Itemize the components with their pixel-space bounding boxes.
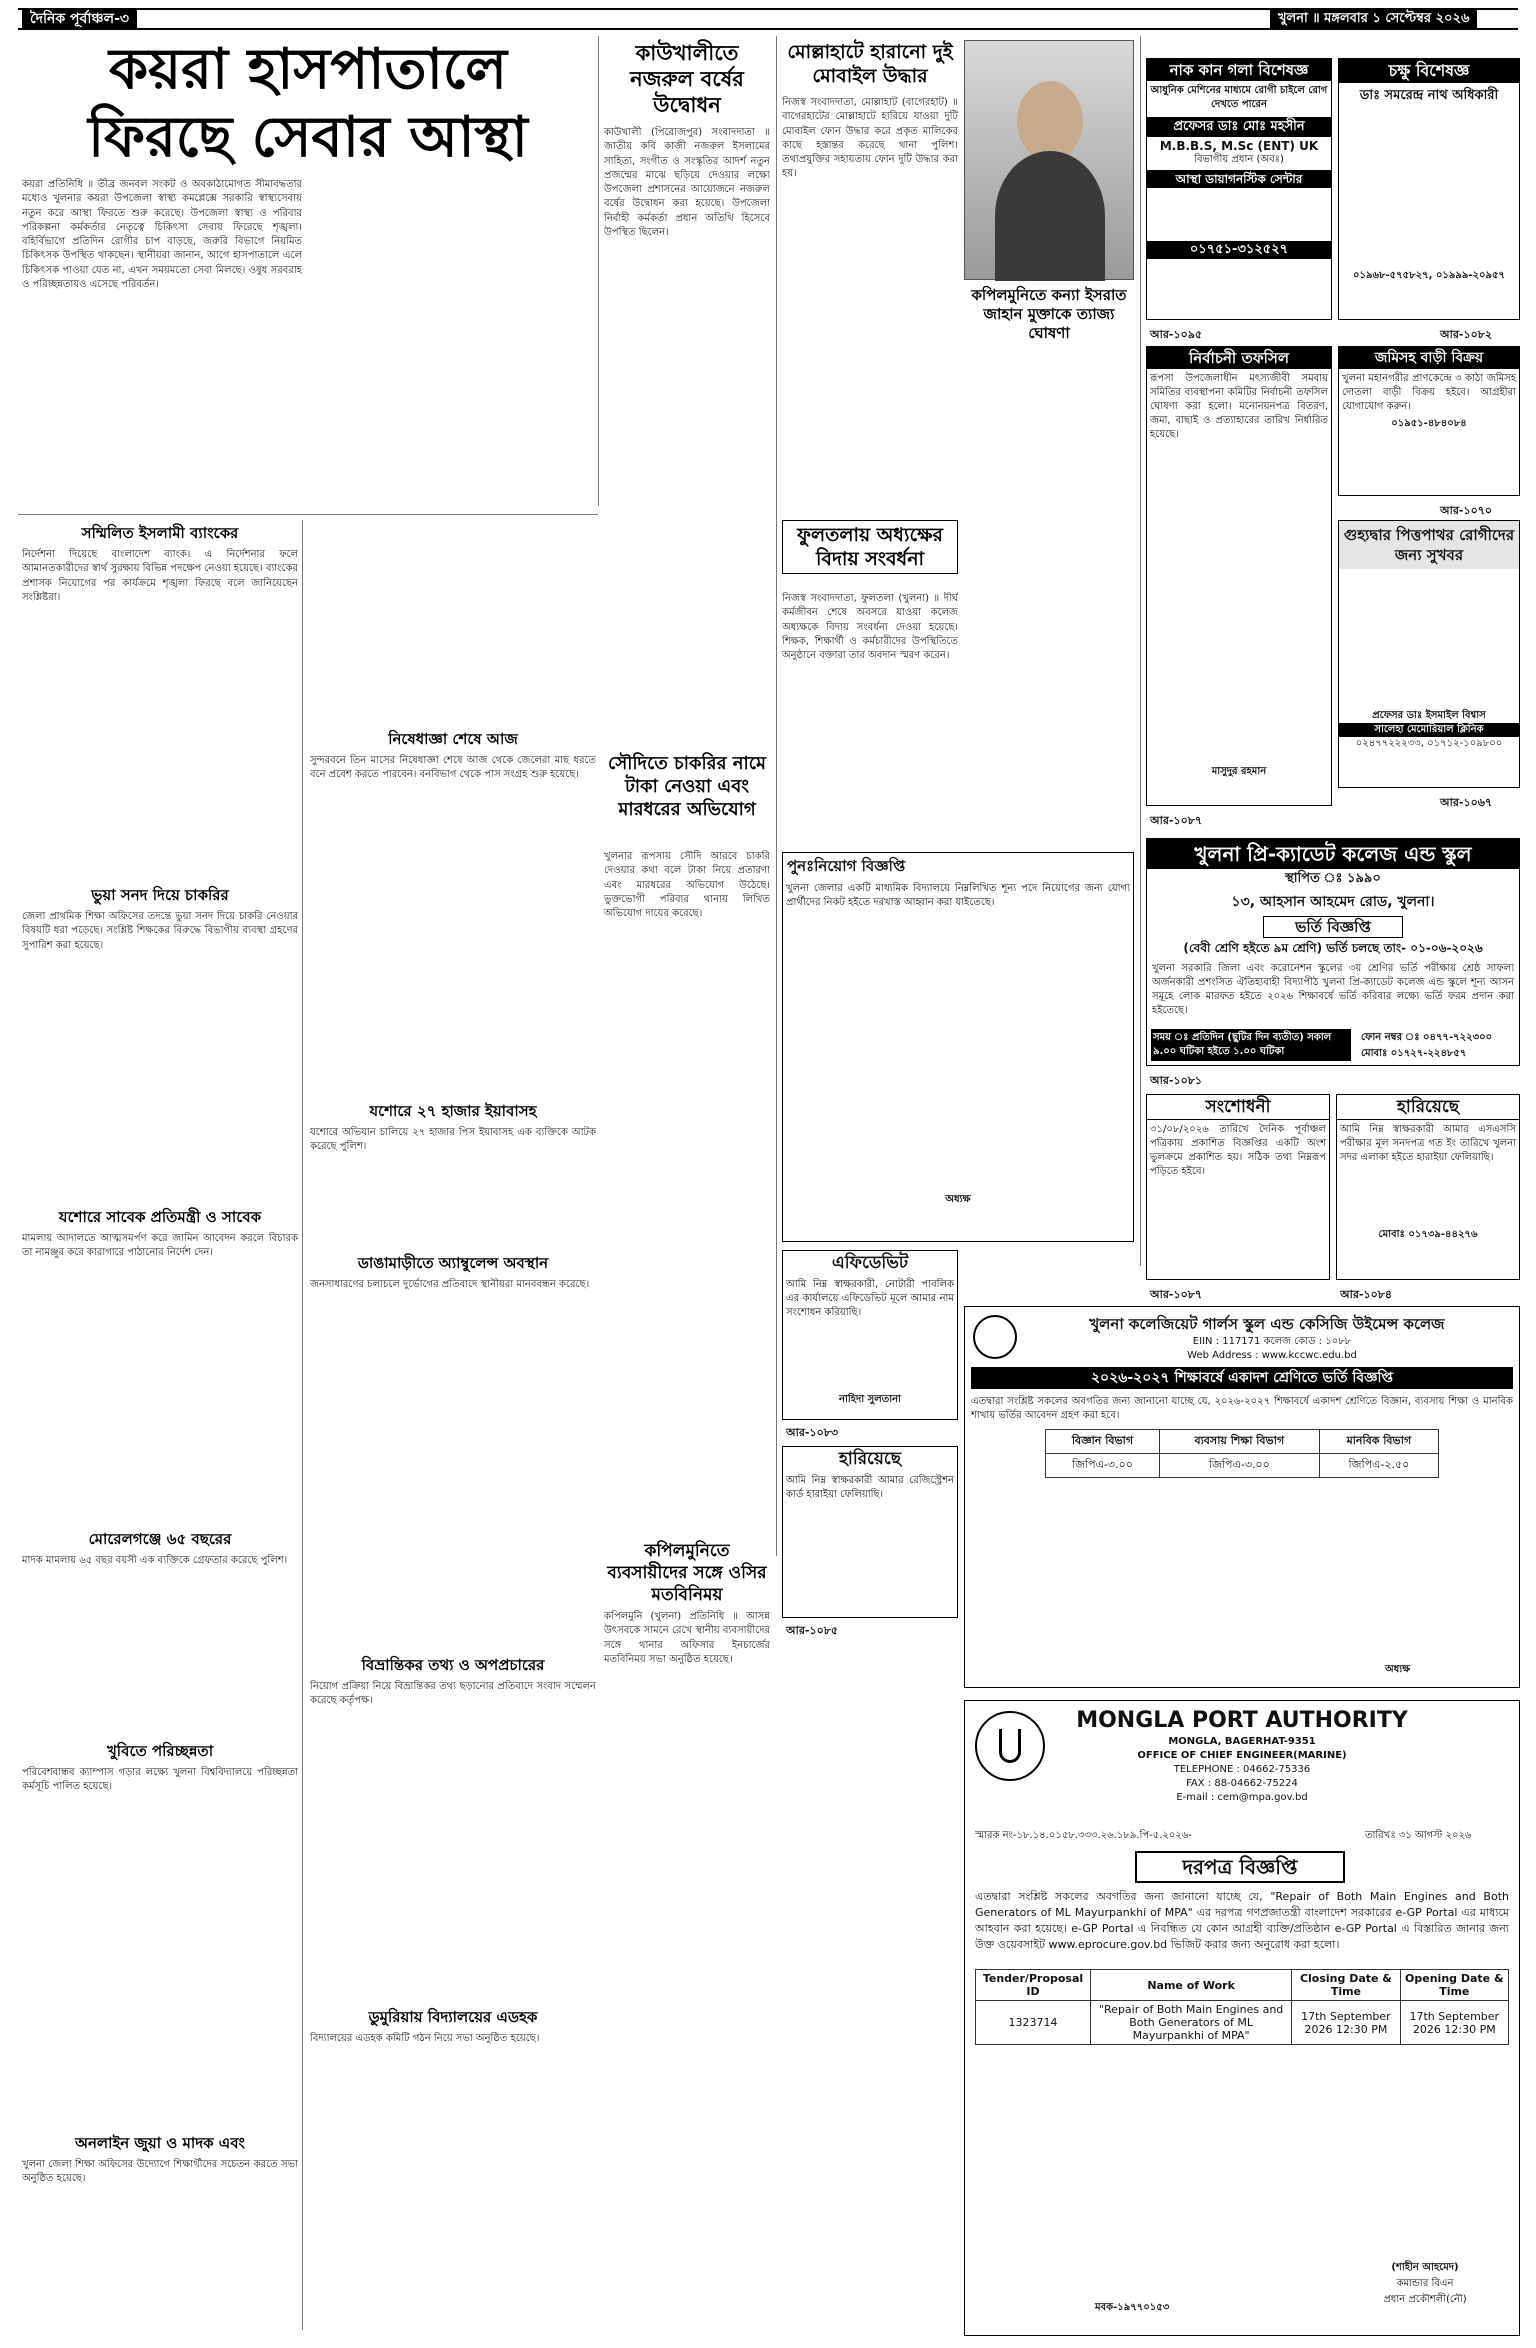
kaukhali-body: কাউখালী (পিরোজপুর) সংবাদদাতা ॥ জাতীয় কবি কাজী নজরুল ইসলামের সাহিত্য, সংগীত ও সংস্কৃতির আদর্শ নতুন প্রজন্মের মাঝে ছড়িয়ে দেওয়ার লক্ষ্যে উপজেলা প্রশাসনের আয়োজনে নজরুল বর্ষের উদ্বোধন করা হয়েছে। উপজেলা নির্বাহী কর্মকর্তা প্রধান অতিথি হিসেবে উপস্থিত ছিলেন। [604, 127, 770, 239]
ent-post: বিভাগীয় প্রধান (অবঃ) [1194, 154, 1284, 165]
col2-top [310, 522, 596, 722]
mpa-th: Tender/Proposal ID [976, 1970, 1091, 2001]
mpa-sign-rank: কমান্ডার বিএন [1396, 2278, 1454, 2289]
mpa-title: MONGLA PORT AUTHORITY [1076, 1708, 1408, 1733]
anchor-icon [999, 1729, 1021, 1763]
portrait-face [1017, 81, 1083, 161]
mpa-memo: স্মারক নং-১৮.১৪.০১৫৮.৩৩৩.২৬.১৮৯.পি-৫.২০২৬- [975, 1830, 1193, 1841]
lost2-body: আমি নিম্ন স্বাক্ষরকারী আমার রেজিস্ট্রেশন কার্ড হারাইয়া ফেলিয়াছি। [786, 1475, 954, 1500]
affidavit-title: এফিডেভিট [831, 1253, 909, 1273]
mpa-text: এতদ্বারা সংশ্লিষ্ট সকলের অবগতির জন্য জানানো যাচ্ছে যে, "Repair of Both Main Engines and Both Generators of ML Mayurpankhi of MPA" এর দরপত্র গণপ্রজাতন্ত্রী বাংলাদেশ সরকারের e-GP Portal এর মাধ্যমে আহবান করা হয়েছে। e-GP Portal এ নিবন্ধিত যে কোন আগ্রহী ব্যক্তি/প্রতিষ্ঠান e-GP Portal এ বিস্তারিত জানার জন্য উক্ত ওয়েবসাইট www.eprocure.gov.bd ভিজিট করার জন্য অনুরোধ করা হলো। [975, 1890, 1509, 1951]
ent-degree: M.B.B.S, M.Sc (ENT) UK [1159, 139, 1319, 153]
misinfo-body: নিয়োগ প্রক্রিয়া নিয়ে বিভ্রান্তিকর তথ্য ছড়ানোর প্রতিবাদে সংবাদ সম্মেলন করেছে কর্তৃপক্ষ। [310, 1681, 596, 1707]
eye-doctor: ডাঃ সমরেন্দ্র নাথ অধিকারী [1359, 88, 1499, 103]
misinfo-headline: বিভ্রান্তিকর তথ্য ও অপপ্রচারের [361, 1656, 545, 1674]
reappoint-title: পুনঃনিয়োগ বিজ্ঞপ্তি [787, 857, 906, 875]
gambling-body: খুলনা জেলা শিক্ষা অফিসের উদ্যোগে শিক্ষার্থীদের সচেতন করতে সভা অনুষ্ঠিত হয়েছে। [22, 2159, 298, 2185]
protest-headline: ডাঙামাড়ীতে অ্যাম্বুলেন্স অবস্থান [357, 1254, 549, 1272]
mpa-fax: FAX : 88-04662-75224 [1186, 1778, 1298, 1789]
page-label: দৈনিক পূর্বাঞ্চল-৩ [22, 10, 137, 28]
ent-sub: আধুনিক মেশিনের মাধ্যমে রোগী চাইলে রোগ দেখতে পারেন [1150, 85, 1328, 110]
piles-clinic: সালেহা মেমোরিয়াল ক্লিনিক [1339, 723, 1519, 737]
election-ad [1146, 346, 1332, 806]
ent-doctor: প্রফেসর ডাঃ মোঃ মহসীন [1147, 117, 1331, 137]
mobile-headline: মোল্লাহাটে হারানো দুই মোবাইল উদ্ধার [787, 41, 953, 87]
mpa-table-wrap [975, 1969, 1509, 2045]
kcgs-title: খুলনা কলেজিয়েট গার্লস স্কুল এন্ড কেসিজি উইমেন্স কলেজ [1089, 1315, 1445, 1333]
kcgs-sub: ২০২৬-২০২৭ শিক্ষাবর্ষে একাদশ শ্রেণিতে ভর্তি বিজ্ঞপ্তি [971, 1367, 1513, 1389]
jashore-body: মামলায় আদালতে আত্মসমর্পণ করে জামিন আবেদন করলে বিচারক তা নামঞ্জুর করে কারাগারে পাঠানোর নির্দেশ দেন। [22, 1233, 298, 1259]
kaukhali-headline: কাউখালীতে নজরুল বর্ষের উদ্বোধন [630, 41, 744, 117]
cadet-phone: ফোন নম্বর ঃ ০৪৭৭-৭২২৩০০ [1361, 1032, 1493, 1043]
kcgs-rules [965, 1482, 1519, 1592]
kuet-headline: খুবিতে পরিচ্ছন্নতা [106, 1742, 214, 1760]
fakecert-headline: ভুয়া সনদ দিয়ে চাকরির [91, 886, 229, 904]
ent-ad [1146, 58, 1332, 320]
saudi-headline: সৌদিতে চাকরির নামে টাকা নেওয়া এবং মারধরের অভিযোগ [608, 753, 766, 820]
mpa-td: 1323714 [976, 2001, 1091, 2045]
correction-code: আর-১০৮৭ [1150, 1288, 1203, 1301]
piles-ad [1338, 520, 1520, 788]
lost2-code: আর-১০৮৫ [786, 1624, 839, 1637]
correction-title: সংশোধনী [1147, 1095, 1329, 1120]
protest-body: জনসাধারণের চলাচলে দুর্ভোগের প্রতিবাদে স্থানীয়রা মানববন্ধন করেছে। [310, 1279, 590, 1290]
kcgs-web: Web Address : www.kccwc.edu.bd [1187, 1350, 1357, 1361]
cadet-notice: ভর্তি বিজ্ঞপ্তি [1263, 916, 1403, 938]
piles-doctor: প্রফেসর ডাঃ ইসমাইল বিশ্বাস [1372, 710, 1486, 721]
mobile-body: নিজস্ব সংবাদদাতা, মোল্লাহাট (বাগেরহাট) ॥ বাগেরহাটের মোল্লাহাটে হারিয়ে যাওয়া দুটি মোবাইল ফোন উদ্ধার করে প্রকৃত মালিকের কাছে হস্তান্তর করেছে থানা পুলিশ। তথ্যপ্রযুক্তির সহায়তায় ফোন দুটি উদ্ধার করা হয়। [782, 97, 958, 180]
cadet-mobile: মোবাঃ ০১৭২৭-২২৪৮৫৭ [1361, 1048, 1467, 1059]
kcgs-eiin: EIIN : 117171 কলেজ কোড : ১০৮৮ [1192, 1336, 1352, 1347]
girl-body [964, 330, 1134, 800]
kcgs-td: জিপিএ-২.৫০ [1319, 1454, 1438, 1478]
portrait-photo [964, 40, 1134, 280]
date-line: খুলনা ॥ মঙ্গলবার ১ সেপ্টেম্বর ২০২৬ [1270, 10, 1477, 28]
land-title: জমিসহ বাড়ী বিক্রয় [1339, 347, 1519, 369]
cadet-hours: সময় ঃ প্রতিদিন (ছুটির দিন ব্যতীত) সকাল ৯.০০ ঘটিকা হইতে ১.০০ ঘটিকা [1151, 1029, 1351, 1061]
land-phone: ০১৯৫১-৪৮৪০৮৪ [1391, 418, 1467, 429]
lost-ad [1336, 1094, 1520, 1280]
saudi-body: খুলনার রূপসায় সৌদি আরবে চাকরি দেওয়ার কথা বলে টাকা নিয়ে প্রতারণা এবং মারধরের অভিযোগ উঠেছে। ভুক্তভোগী পরিবার থানায় লিখিত অভিযোগ দায়ের করেছে। [604, 851, 770, 920]
lead-headline-1: কয়রা হাসপাতালে [108, 36, 508, 102]
eye-code: আর-১০৮২ [1440, 328, 1493, 341]
reappoint-sign: অধ্যক্ষ [945, 1194, 971, 1205]
eye-ad [1338, 58, 1520, 320]
kcgs-td: জিপিএ-৩.০০ [1046, 1454, 1160, 1478]
land-code: আর-১০৭০ [1440, 504, 1493, 517]
land-ad [1338, 346, 1520, 496]
election-body: রূপসা উপজেলাধীন মৎস্যজীবী সমবায় সমিতির ব্যবস্থাপনা কমিটির নির্বাচনী তফসিল ঘোষণা করা হলো। মনোনয়নপত্র বিতরণ, জমা, বাছাই ও প্রত্যাহারের তারিখ নির্ধারিত হয়েছে। [1150, 373, 1328, 440]
affidavit-ad [782, 1250, 958, 1420]
lost2-rest [783, 1505, 957, 1595]
mpa-email: E-mail : cem@mpa.gov.bd [1176, 1792, 1308, 1803]
lead-body-cont [310, 178, 590, 508]
kapil-meeting-body: কপিলমুনি (খুলনা) প্রতিনিধি ॥ আসন্ন উৎসবকে সামনে রেখে স্থানীয় ব্যবসায়ীদের সঙ্গে থানার অফিসার ইনচার্জের মতবিনিময় সভা অনুষ্ঠিত হয়েছে। [604, 1611, 770, 1665]
kcgs-table-wrap [965, 1425, 1519, 1482]
cadet-estd: স্থাপিত ঃ ১৯৯০ [1285, 871, 1381, 886]
kcgs-ad [964, 1306, 1520, 1688]
mpa-table [975, 1969, 1509, 2045]
photo-caption: কপিলমুনিতে কন্যা ইসরাত জাহান মুক্তাকে ত্যাজ্য ঘোষণা [971, 286, 1127, 342]
eye-body [1339, 109, 1519, 269]
ent-code: আর-১০৯৫ [1150, 328, 1203, 341]
eye-title: চক্ষু বিশেষজ্ঞ [1339, 59, 1519, 83]
mpa-td: 17th September 2026 12:30 PM [1292, 2001, 1400, 2045]
election-code: আর-১০৮৭ [1150, 814, 1203, 827]
cadet-title: খুলনা প্রি-ক্যাডেট কলেজ এন্ড স্কুল [1147, 839, 1519, 869]
affidavit-sign: নাহিদা সুলতানা [839, 1394, 901, 1405]
kcgs-th: ব্যবসায় শিক্ষা বিভাগ [1159, 1430, 1319, 1454]
affidavit-code: আর-১০৮৩ [786, 1426, 839, 1439]
lost-title: হারিয়েছে [1337, 1095, 1519, 1120]
lost-rest [1337, 1168, 1519, 1228]
mpa-date: তারিখঃ ৩১ আগস্ট ২০২৬ [1365, 1830, 1472, 1841]
col5-lower [782, 1650, 958, 2330]
ent-address [1147, 191, 1331, 241]
election-title: নির্বাচনী তফসিল [1147, 347, 1331, 369]
piles-body [1339, 569, 1519, 709]
kcgs-body: এতদ্বারা সংশ্লিষ্ট সকলের অবগতির জন্য জানানো যাচ্ছে যে, ২০২৬-২০২৭ শিক্ষাবর্ষে একাদশ শ্রেণিতে বিজ্ঞান, ব্যবসায় শিক্ষা ও মানবিক শাখায় ভর্তির আবেদন গ্রহণ করা হবে। [971, 1396, 1513, 1421]
eye-phone: ০১৯৬৮-৫৭৫৮২৭, ০১৯৯৯-২০৯৫৭ [1353, 270, 1505, 281]
affidavit-body: আমি নিম্ন স্বাক্ষরকারী, নোটারী পাবলিক এর কার্যালয়ে এফিডেভিট মূলে আমার নাম সংশোধন করিয়াছি। [786, 1279, 954, 1318]
kcgs-th: বিজ্ঞান বিভাগ [1046, 1430, 1160, 1454]
mpa-sign-name: (শাহীন আহমেদ) [1391, 2262, 1459, 2273]
reappoint-ad [782, 852, 1134, 1242]
cadet-ad [1146, 838, 1520, 1066]
islami-headline: সম্মিলিত ইসলামী ব্যাংকের [81, 524, 239, 542]
portrait-scarf [995, 151, 1105, 281]
kcgs-th: মানবিক বিভাগ [1319, 1430, 1438, 1454]
mpa-office: OFFICE OF CHIEF ENGINEER(MARINE) [1137, 1750, 1347, 1761]
affidavit-rest [783, 1323, 957, 1393]
kcgs-td: জিপিএ-৩.০০ [1159, 1454, 1319, 1478]
ent-phone: ০১৭৫১-৩১২৫২৭ [1147, 241, 1331, 259]
morelganj-body: মাদক মামলায় ৬৫ বছর বয়সী এক ব্যক্তিকে গ্রেফতার করেছে পুলিশ। [22, 1555, 288, 1566]
mpa-th: Opening Date & Time [1400, 1970, 1508, 2001]
kcgs-logo [973, 1315, 1017, 1359]
ent-center: আস্থা ডায়াগনস্টিক সেন্টার [1147, 170, 1331, 188]
kuet-body: পরিবেশবান্ধব ক্যাম্পাস গড়ার লক্ষ্যে খুলনা বিশ্ববিদ্যালয়ে পরিচ্ছন্নতা কর্মসূচি পালিত হয়েছে। [22, 1767, 298, 1793]
fakecert-body: জেলা প্রাথমিক শিক্ষা অফিসের তদন্তে ভুয়া সনদ দিয়ে চাকরি নেওয়ার বিষয়টি ধরা পড়েছে। সংশ্লিষ্ট শিক্ষকের বিরুদ্ধে বিভাগীয় ব্যবস্থা গ্রহণের সুপারিশ করা হয়েছে। [22, 911, 298, 951]
mpa-th: Closing Date & Time [1292, 1970, 1400, 2001]
lost2-ad [782, 1446, 958, 1618]
lost-phone: মোবাঃ ০১৭৩৯-৪৪২৭৬ [1378, 1229, 1478, 1240]
jashore27-body: যশোরে অভিযান চালিয়ে ২৭ হাজার পিস ইয়াবাসহ এক ব্যক্তিকে আটক করেছে পুলিশ। [310, 1127, 596, 1153]
cadet-code: আর-১০৮১ [1150, 1074, 1203, 1087]
lead-headline-2: ফিরছে সেবার আস্থা [88, 104, 528, 170]
cadet-body: (বেবী শ্রেণি হইতে ৯ম শ্রেণি) ভর্তি চলছে তাং- ০১-০৬-২০২৬ [1183, 941, 1483, 955]
lost2-title: হারিয়েছে [838, 1449, 902, 1469]
kcgs-table [1045, 1429, 1439, 1478]
prohibition-body: সুন্দরবনে তিন মাসের নিষেধাজ্ঞা শেষে আজ থেকে জেলেরা মাছ ধরতে বনে প্রবেশ করতে পারবেন। বনবিভাগ থেকে পাস সংগ্রহ শুরু হয়েছে। [310, 755, 596, 781]
cadet-addr: ১৩, আহসান আহমেদ রোড, খুলনা। [1231, 894, 1435, 910]
mpa-code: মবক-১৯৭৭০১৫৩ [1095, 2302, 1170, 2313]
islami-body: নির্দেশনা দিয়েছে বাংলাদেশ ব্যাংক। এ নির্দেশনার ফলে আমানতকারীদের স্বার্থ সুরক্ষায় বিভিন্ন পদক্ষেপ নেওয়া হয়েছে। ব্যাংকের প্রশাসক নিয়োগের পর কার্যক্রমে শৃঙ্খলা ফিরছে বলে জানিয়েছেন সংশ্লিষ্টরা। [22, 549, 298, 603]
fultala-headline: ফুলতলায় অধ্যক্ষের বিদায় সংবর্ধনা [782, 520, 958, 574]
lost-code: আর-১০৮৪ [1340, 1288, 1393, 1301]
correction-body: ৩১/০৮/২০২৬ তারিখে দৈনিক পূর্বাঞ্চল পত্রিকায় প্রকাশিত বিজ্ঞপ্তির একটি অংশ ভুলক্রমে প্রকাশিত হয়। সঠিক তথ্য নিম্নরূপ পড়িতে হইবে। [1150, 1124, 1326, 1177]
mpa-sign-post: প্রধান প্রকৌশলী(নৌ) [1383, 2294, 1467, 2305]
dumuria-body: বিদ্যালয়ের এডহক কমিটি গঠন নিয়ে সভা অনুষ্ঠিত হয়েছে। [310, 2033, 540, 2044]
piles-code: আর-১০৬৭ [1440, 796, 1493, 809]
piles-phone: ০২৪৭৭২২২৩৩, ০১৭১২-১০৯৮০০ [1355, 738, 1503, 749]
ent-title: নাক কান গলা বিশেষজ্ঞ [1147, 59, 1331, 81]
reappoint-body: খুলনা জেলার একটি মাধ্যমিক বিদ্যালয়ে নিম্নলিখিত শূন্য পদে নিয়োগের জন্য যোগ্য প্রার্থীদের নিকট হইতে দরখাস্ত আহ্বান করা যাইতেছে। [786, 883, 1130, 908]
mpa-ad [964, 1700, 1520, 2336]
jashore-headline: যশোরে সাবেক প্রতিমন্ত্রী ও সাবেক [58, 1208, 262, 1226]
mpa-td: 17th September 2026 12:30 PM [1400, 2001, 1508, 2045]
election-sign: মাসুদুর রহমান [1211, 766, 1267, 777]
mpa-td: "Repair of Both Main Engines and Both Generators of ML Mayurpankhi of MPA" [1091, 2001, 1292, 2045]
morelganj-headline: মোরেলগঞ্জে ৬৫ বছরের [88, 1530, 232, 1548]
prohibition-headline: নিষেধাজ্ঞা শেষে আজ [388, 730, 518, 748]
fultala-body: নিজস্ব সংবাদদাতা, ফুলতলা (খুলনা) ॥ দীর্ঘ কর্মজীবন শেষে অবসরে যাওয়া কলেজ অধ্যক্ষকে বিদায় সংবর্ধনা দেওয়া হয়েছে। শিক্ষক, শিক্ষার্থী ও কর্মচারীদের উপস্থিতিতে অনুষ্ঠানে বক্তারা তার অবদান স্মরণ করেন। [782, 593, 958, 662]
kcgs-sign: অধ্যক্ষ [1385, 1664, 1411, 1675]
kapil-meeting-headline: কপিলমুনিতে ব্যবসায়ীদের সঙ্গে ওসির মতবিনিময় [607, 1541, 767, 1605]
lost-body: আমি নিম্ন স্বাক্ষরকারী আমার এসএসসি পরীক্ষার মূল সনদপত্র গত ইং তারিখে খুলনা সদর এলাকা হইতে হারাইয়া ফেলিয়াছি। [1340, 1124, 1516, 1163]
correction-rest [1147, 1182, 1329, 1252]
piles-title: গুহ্যদ্বার পিত্তপাথর রোগীদের জন্য সুখবর [1339, 521, 1519, 569]
correction-ad [1146, 1094, 1330, 1280]
jashore27-headline: যশোরে ২৭ হাজার ইয়াবাসহ [369, 1102, 537, 1120]
cadet-desc: খুলনা সরকারি জিলা এবং করোনেশন স্কুলের ৩য় শ্রেণির ভর্তি পরীক্ষায় শ্রেষ্ঠ সাফল্য অর্জনকারী প্রশংসিত ঐতিহ্যবাহী বিদ্যাপীঠ খুলনা প্রি-ক্যাডেট কলেজ এন্ড স্কুলে শূন্য আসন সমূহে লোক মারফত হইতে ২০২৬ শিক্ষাবর্ষে ভর্তি করিবার লক্ষ্যে ভর্তি ফরম প্রদান করা হইতেছে। [1152, 963, 1514, 1016]
land-body: খুলনা মহানগরীর প্রাণকেন্দ্রে ৩ কাঠা জমিসহ দোতলা বাড়ী বিক্রয় হইবে। আগ্রহীরা যোগাযোগ করুন। [1342, 373, 1516, 412]
mpa-logo [975, 1711, 1045, 1781]
lead-body: কয়রা প্রতিনিধি ॥ তীব্র জনবল সংকট ও অবকাঠামোগত সীমাবদ্ধতার মধ্যেও খুলনার কয়রা উপজেলা স্বাস্থ্য কমপ্লেক্সে সরকারি স্বাস্থ্যসেবায় নতুন করে আস্থা ফিরতে শুরু করেছে। উপজেলা স্বাস্থ্য ও পরিবার পরিকল্পনা কর্মকর্তার নেতৃত্বে চিকিৎসা সেবায় ফিরেছে শৃঙ্খলা। বহির্বিভাগে প্রতিদিন রোগীর চাপ বাড়ছে, জরুরি বিভাগে নিয়মিত চিকিৎসক উপস্থিত থাকছেন। স্থানীয়রা জানান, আগে হাসপাতালে এলে চিকিৎসক পাওয়া যেত না, এখন সময়মতো সেবা মিলছে। ওষুধ সরবরাহ ও পরিচ্ছন্নতায়ও এসেছে পরিবর্তন। [22, 179, 302, 291]
mpa-addr: MONGLA, BAGERHAT-9351 [1168, 1736, 1316, 1747]
gambling-headline: অনলাইন জুয়া ও মাদক এবং [74, 2134, 246, 2152]
mpa-tel: TELEPHONE : 04662-75336 [1173, 1764, 1311, 1775]
mpa-th: Name of Work [1091, 1970, 1292, 2001]
election-rows [1147, 445, 1331, 765]
reappoint-rest [783, 913, 1133, 1193]
dumuria-headline: ডুমুরিয়ায় বিদ্যালয়ের এডহক [368, 2008, 538, 2026]
mpa-notice: দরপত্র বিজ্ঞপ্তি [1135, 1851, 1345, 1883]
